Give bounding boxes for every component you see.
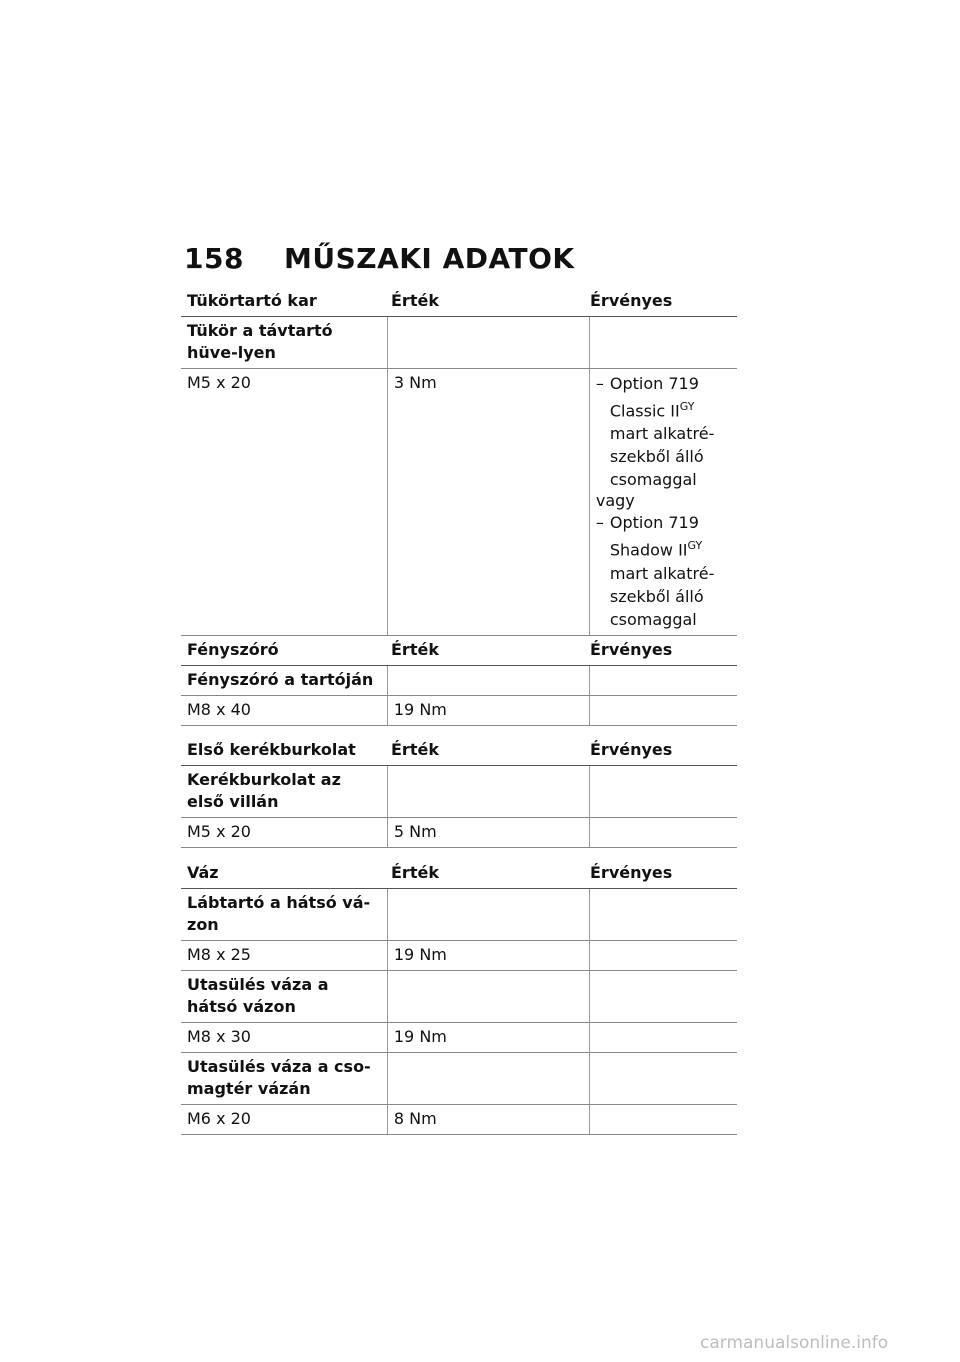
torque-value: 8 Nm bbox=[388, 1105, 590, 1134]
list-item: – Option 719 Shadow $II^{GY}$ mart alkatré- szekből álló csomaggal bbox=[595, 513, 715, 629]
header-value: Érték bbox=[391, 740, 439, 759]
part-name: Utasülés váza a hátsó vázon bbox=[181, 971, 388, 1022]
table-row bbox=[181, 766, 737, 818]
part-name: Tükör a távtartó hüve-lyen bbox=[181, 317, 388, 368]
option-list bbox=[596, 511, 731, 630]
spec-cell: M5 x 20 bbox=[181, 369, 388, 635]
section-mirror-arm bbox=[181, 291, 737, 636]
table-row bbox=[181, 941, 737, 971]
table-header bbox=[181, 863, 737, 889]
part-name: Kerékburkolat az első villán bbox=[181, 766, 388, 817]
torque-value: 19 Nm bbox=[388, 696, 590, 725]
validity-cell bbox=[590, 369, 737, 635]
header-valid: Érvényes bbox=[590, 291, 673, 310]
section-front-fender bbox=[181, 740, 737, 848]
header-part: Tükörtartó kar bbox=[187, 291, 317, 310]
header-value: Érték bbox=[391, 291, 439, 310]
table-header bbox=[181, 640, 737, 666]
header-part: Első kerékburkolat bbox=[187, 740, 356, 759]
spec-cell: M6 x 20 bbox=[181, 1105, 388, 1134]
page-title: MŰSZAKI ADATOK bbox=[284, 242, 575, 275]
header-value: Érték bbox=[391, 640, 439, 659]
part-name: Fényszóró a tartóján bbox=[181, 666, 388, 695]
watermark: carmanualsonline.info bbox=[700, 1333, 889, 1353]
table-row bbox=[181, 971, 737, 1023]
table-header bbox=[181, 291, 737, 317]
table-row bbox=[181, 317, 737, 369]
conjunction-text: vagy bbox=[595, 491, 635, 511]
table-row bbox=[181, 1023, 737, 1053]
spec-cell: M8 x 40 bbox=[181, 696, 388, 725]
header-part: Váz bbox=[187, 863, 219, 882]
torque-value: 19 Nm bbox=[388, 941, 590, 970]
option-list bbox=[596, 372, 731, 491]
page-header bbox=[184, 242, 575, 275]
header-valid: Érvényes bbox=[590, 740, 673, 759]
page-number: 158 bbox=[184, 242, 244, 275]
spec-cell: M5 x 20 bbox=[181, 818, 388, 847]
table-row bbox=[181, 369, 737, 636]
table-row bbox=[181, 1105, 737, 1135]
torque-value: 5 Nm bbox=[388, 818, 590, 847]
section-headlight bbox=[181, 640, 737, 726]
section-frame bbox=[181, 863, 737, 1135]
part-name: Lábtartó a hátsó vá-zon bbox=[181, 889, 388, 940]
header-valid: Érvényes bbox=[590, 863, 673, 882]
table-row bbox=[181, 818, 737, 848]
header-value: Érték bbox=[391, 863, 439, 882]
table-row bbox=[181, 1053, 737, 1105]
list-item: – Option 719 Classic $II^{GY}$ mart alkatré- szekből álló csomaggal bbox=[595, 374, 715, 490]
part-name: Utasülés váza a cso-magtér vázán bbox=[181, 1053, 388, 1104]
table-header bbox=[181, 740, 737, 766]
table-row bbox=[181, 666, 737, 696]
table-row bbox=[181, 889, 737, 941]
header-part: Fényszóró bbox=[187, 640, 279, 659]
torque-value: 3 Nm bbox=[388, 369, 590, 635]
header-valid: Érvényes bbox=[590, 640, 673, 659]
torque-value: 19 Nm bbox=[388, 1023, 590, 1052]
spec-cell: M8 x 25 bbox=[181, 941, 388, 970]
table-row bbox=[181, 696, 737, 726]
spec-cell: M8 x 30 bbox=[181, 1023, 388, 1052]
